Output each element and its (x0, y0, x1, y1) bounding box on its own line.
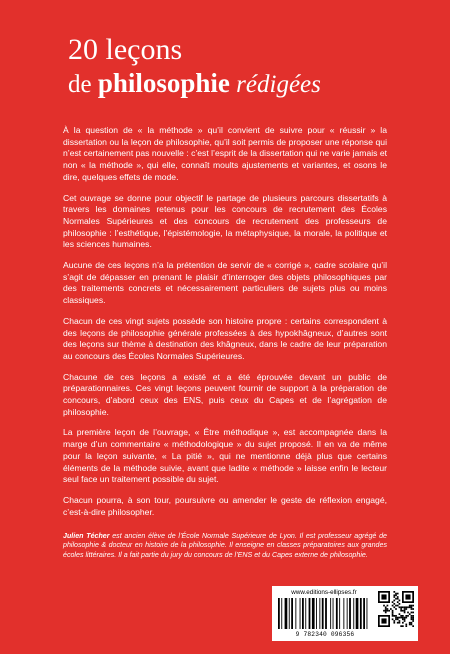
author-bio-text: est ancien élève de l’École Normale Supérieure de Lyon. Il est professeur agrégé de philosophie & docteur en histoire de la philosophie. Il enseigne en classes préparatoires aux grandes écoles littéraires. Il a fait partie du jury du concours de l’ENS et du Capes externe de philosophie. (63, 532, 387, 559)
barcode-panel (272, 586, 418, 641)
title-prefix: de (68, 71, 98, 98)
paragraph-4: Chacun de ces vingt sujets possède son histoire propre : certains correspondent à des leçons de philosophie générale professées à des hypokhâgneux, d’autres sont des leçons sur thème à destination des khâgneux, dans le cadre de leur préparation au concours des Écoles Normales Supérieures. (63, 315, 387, 361)
paragraph-2: Cet ouvrage se donne pour objectif le partage de plusieurs parcours dissertatifs à travers les domaines retenus pour les concours de recrutement des Écoles Normales Supérieures et des concours de recrutement des professeurs de philosophie : l’esthétique, l’épistémologie, la métaphysique, la morale, la politique et les sciences humaines. (63, 192, 387, 250)
qr-code-icon (378, 591, 414, 627)
author-name: Julien Técher (63, 532, 110, 540)
paragraph-3: Aucune de ces leçons n’a la prétention de servir de « corrigé », cadre scolaire qu’il s’agit de dépasser en prenant le plaisir d’interroger des objets philosophiques par des traitements concrets et nécessairement particuliers de sujets plus ou moins classiques. (63, 260, 387, 306)
author-bio (63, 532, 387, 560)
title-italic-word: rédigées (236, 71, 321, 98)
paragraph-7: Chacun pourra, à son tour, poursuivre ou amender le geste de réflexion engagé, c’est-à-dire philosopher. (63, 494, 387, 517)
paragraph-5: Chacune de ces leçons a existé et a été éprouvée devant un public de préparationnaires. Ces vingt leçons peuvent fournir de support à la préparation de concours, d’abord ceux des ENS, puis ceux du Capes et de l’agrégation de philosophie. (63, 371, 387, 417)
barcode-icon (276, 598, 374, 631)
paragraph-1: À la question de « la méthode » qu’il convient de suivre pour « réussir » la dissertation ou la leçon de philosophie, qu’il soit permis de proposer une réponse qui n’est certainement pas nouvelle : c’est l’esprit de la dissertation qui ne varie jamais et non « la méthode », qui elle, connaît moults ajustements et variantes, et osons le dire, quelques effets de mode. (63, 125, 387, 182)
paragraph-6: La première leçon de l’ouvrage, « Être méthodique », est accompagnée dans la marge d’un commentaire « méthodologique » du sujet proposé. Il en va de même pour la leçon suivante, « La pitié », qui ne mentionne déjà plus que certains éléments de la méthode suivie, avant que ladite « méthode » laisse enfin le lecteur seul face un traitement possible du sujet. (63, 427, 387, 485)
title-bold-word: philosophie (97, 68, 230, 98)
isbn-number: 9 782340 096356 (295, 631, 355, 638)
title-line-2 (68, 68, 321, 100)
publisher-website: www.editions-ellipses.fr (291, 589, 357, 596)
back-cover-description (63, 125, 387, 527)
title-line-1: 20 leçons (68, 33, 183, 66)
